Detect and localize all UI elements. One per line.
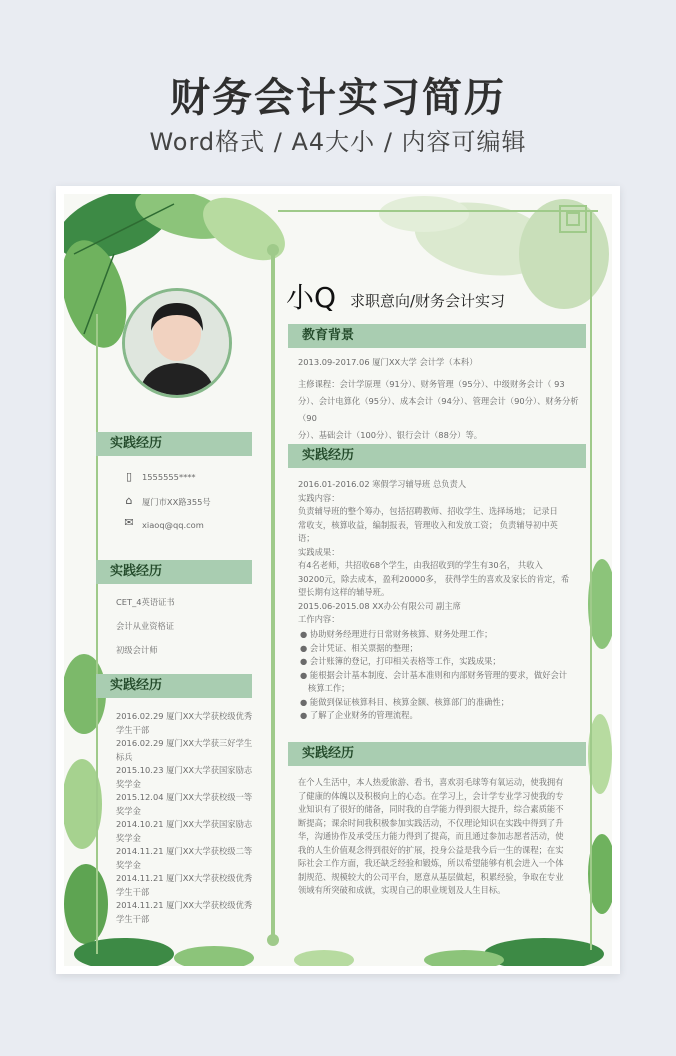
award-item: 2015.10.23 厦门XX大学获国家励志 奖学金	[116, 765, 253, 789]
timeline-line	[271, 252, 275, 942]
frame-line-right	[590, 210, 592, 950]
profile-photo	[122, 288, 232, 398]
award-item: 2016.02.29 厦门XX大学获校级优秀 学生干部	[116, 711, 253, 735]
leaf-decoration-bottom	[64, 924, 612, 966]
award-item: 2014.11.21 厦门XX大学获校级二等 奖学金	[116, 846, 253, 870]
job-intent: 求职意向/财务会计实习	[350, 292, 506, 310]
award-item: 2015.12.04 厦门XX大学获校级一等 奖学金	[116, 792, 253, 816]
timeline-dot-bottom	[267, 934, 279, 946]
frame-line-left	[96, 314, 98, 954]
leaf-decoration-left	[64, 654, 114, 954]
section-education-title: 教育背景	[288, 324, 586, 348]
hero-title: 财务会计实习简历	[170, 75, 506, 121]
education-header: 2013.09-2017.06 厦门XX大学 会计学（本科）	[298, 357, 478, 367]
award-item: 2014.10.21 厦门XX大学获国家励志 奖学金	[116, 819, 253, 843]
candidate-name: 小Q	[286, 281, 337, 314]
education-courses: 主修课程：会计学原理（91分）、财务管理（95分）、中级财务会计（ 93 分）、会计电算化（95分）、成本会计（94分）、管理会计（90分）、财务分析（90 分）、基础会计（100分）、银行会计（88分）等。	[298, 379, 579, 440]
cert-item: CET_4英语证书	[116, 597, 175, 607]
home-icon: ⌂	[125, 494, 133, 507]
experience-block: 2016.01-2016.02 寒假学习辅导班 总负责人 实践内容： 负责辅导班的整个筹办，包括招聘教师、招收学生、选择场地； 记录日 常收支，核算收益，编制报表，管理收入和发放工资； 负责辅导初中英 语； 实践成果： 有4名老师，共招收68个学生，由我招收到的学生有30名， 共收入 30200元，除去成本，盈利20000多， 获得学生的喜欢及家长的肯定，希 望长期有这样的辅导班。 2015.06-2015.08 XX办公有限公司 副主席 工作内容：	[298, 479, 570, 624]
address-text: 厦门市XX路355号	[142, 497, 211, 507]
self-evaluation-text: 在个人生活中，本人热爱旅游、看书，喜欢羽毛球等有氧运动，使我拥有 了健康的体魄以及积极向上的心态。在学习上，会计学专业学习使我的专 业知识有了很好的储备，同时我的自学能力得到很大提升，综合素质能不 断提高；课余时间我积极参加实践活动，不仅理论知识在实践中得到了升 华，沟通协作及承受压力能力得到了提高，而且通过参加志愿者活动，使 我的人生价值观念得到很好的扩展，投身公益是我今后一生的课程；在实 际社会工作方面，我还缺乏经验和锻炼，所以希望能够有机会进入一个体 制规范、规模较大的公司平台，愿意从基层做起，积累经验，争取在专业 领域有所突破和成就，实现自己的职业规划及人生目标。	[298, 777, 564, 895]
phone-text: 1555555****	[142, 472, 196, 482]
award-item: 2016.02.29 厦门XX大学获三好学生 标兵	[116, 738, 253, 762]
section-self-evaluation-title: 实践经历	[288, 742, 586, 766]
resume-paper	[64, 194, 612, 966]
award-item: 2014.11.21 厦门XX大学获校级优秀 学生干部	[116, 873, 253, 897]
award-item: 2014.11.21 厦门XX大学获校级优秀 学生干部	[116, 900, 253, 924]
cert-item: 会计从业资格证	[116, 621, 175, 631]
timeline-dot-top	[267, 244, 279, 256]
phone-icon: ▯	[125, 470, 133, 483]
avatar	[125, 291, 229, 395]
section-experience-title: 实践经历	[288, 444, 586, 468]
cert-item: 初级会计师	[116, 645, 158, 655]
leaf-decoration-right	[584, 554, 612, 914]
email-text: xiaoq@qq.com	[142, 520, 204, 530]
mail-icon: ✉	[124, 516, 134, 529]
hero-subtitle: Word格式 / A4大小 / 内容可编辑	[149, 128, 527, 156]
frame-line-top	[278, 210, 598, 212]
left-section-contact-title: 实践经历	[96, 432, 252, 456]
leaf-decoration-top-right	[364, 194, 612, 344]
left-section-awards-title: 实践经历	[96, 674, 252, 698]
resume-sheet	[56, 186, 620, 974]
left-section-certs-title: 实践经历	[96, 560, 252, 584]
work-item-list: ● 协助财务经理进行日常财务核算、财务处理工作； ● 会计凭证、相关票据的整理； ● 会计账簿的登记，打印相关表格等工作，实践成果； ● 能根据会计基本制度、会计基本准则和内部财务管理的要求，做好会计 核算工作； ● 能做到保证核算科目、核算金额、核算部门的准确性； ● 了解了企业财务的管理流程。	[300, 629, 568, 720]
